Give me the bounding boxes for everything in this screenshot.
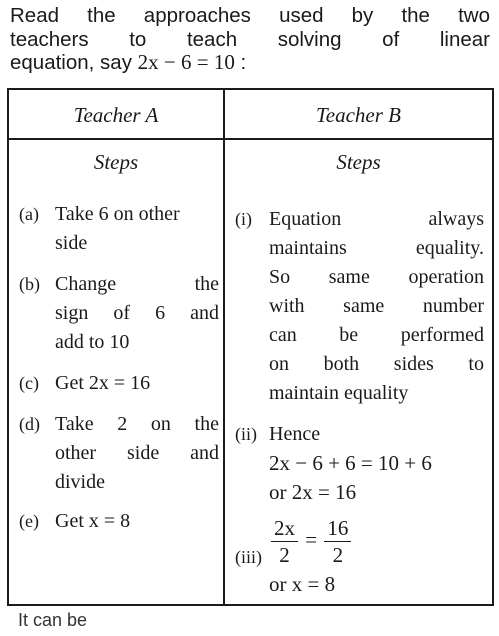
fraction-left (271, 515, 298, 568)
step-label: (b) (19, 274, 40, 294)
step-label: (ii) (235, 424, 257, 444)
intro-paragraph (10, 4, 490, 75)
final-answer: or x = 8 (269, 572, 336, 596)
step-text-line: other side and (55, 442, 219, 464)
step-text-line: Get x = 8 (55, 510, 131, 532)
steps-heading-b: Steps (336, 150, 381, 174)
step-text-line: divide (55, 471, 105, 493)
footer-text: It can be (18, 612, 88, 630)
fraction-denominator: 2 (279, 543, 290, 567)
fraction-numerator: 16 (324, 515, 351, 542)
step-text-line: maintain equality (269, 382, 409, 404)
equation-line: or 2x = 16 (269, 480, 357, 504)
steps-heading-a: Steps (93, 150, 139, 174)
step-label: (c) (19, 373, 39, 393)
step-text-line: Take 6 on other (55, 203, 180, 225)
equation-line: 2x − 6 + 6 = 10 + 6 (269, 451, 432, 475)
step-label: (d) (19, 414, 40, 434)
step-text-line: Change the (55, 273, 219, 295)
step-text-line: on both sides to (269, 353, 484, 375)
step-text-line: add to 10 (55, 331, 130, 353)
step-text-line: Hence (269, 423, 321, 445)
fraction-denominator: 2 (332, 543, 344, 567)
step-text-line: maintains equality. (269, 237, 484, 259)
intro-line-1: Read the approaches used by the two (10, 4, 490, 27)
step-label: (iii) (235, 547, 262, 567)
step-text-line: So same operation (269, 266, 484, 288)
step-label: (a) (19, 204, 39, 224)
header-divider (9, 138, 492, 140)
step-text-line: Take 2 on the (55, 413, 219, 435)
header-teacher-a: Teacher A (73, 103, 159, 127)
step-label: (i) (235, 209, 252, 229)
step-text-line: Equation always (269, 208, 484, 230)
step-label: (e) (19, 511, 39, 531)
step-text-line: sign of 6 and (55, 302, 219, 324)
intro-line-3-prefix: equation, say (10, 51, 132, 74)
cut-off-text (18, 612, 498, 636)
step-text-line: with same number (269, 295, 484, 317)
equals-sign: = (305, 527, 318, 552)
comparison-table (7, 88, 494, 606)
step-text-line: Get 2x = 16 (55, 372, 151, 394)
intro-equation: 2x − 6 = 10 (137, 50, 235, 74)
step-text-line: side (55, 232, 88, 254)
intro-line-3-suffix: : (240, 51, 247, 74)
fraction-right (324, 515, 351, 568)
header-teacher-b: Teacher B (316, 103, 401, 127)
fraction-numerator: 2x (271, 515, 298, 542)
intro-line-2: teachers to teach solving of linear (10, 27, 490, 51)
step-text-line: can be performed (269, 324, 484, 346)
intro-line-3 (10, 51, 490, 75)
